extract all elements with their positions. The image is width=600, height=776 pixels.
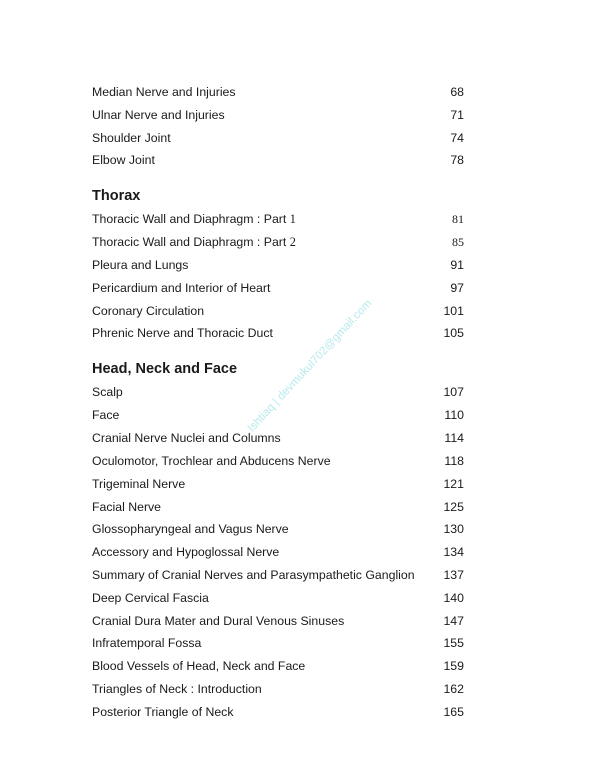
toc-entry-title: Coronary Circulation xyxy=(92,304,205,318)
toc-entry-page: 78 xyxy=(450,153,464,167)
toc-entry-title: Triangles of Neck : Introduction xyxy=(92,682,262,696)
toc-entry xyxy=(92,633,464,653)
toc-entry xyxy=(92,82,464,102)
toc-entry-title: Posterior Triangle of Neck xyxy=(92,705,234,719)
toc-entry xyxy=(92,301,464,321)
toc-entry xyxy=(92,150,464,170)
toc-entry-title: Blood Vessels of Head, Neck and Face xyxy=(92,659,306,673)
toc-entry xyxy=(92,588,464,608)
toc-entry-title: Ulnar Nerve and Injuries xyxy=(92,108,225,122)
toc-entry-part: 1 xyxy=(289,212,296,226)
toc-entry-page: 134 xyxy=(443,545,464,559)
section-heading-thorax: Thorax xyxy=(92,188,141,204)
toc-entry-page: 162 xyxy=(443,682,464,696)
toc-entry-page: 147 xyxy=(443,614,464,628)
toc-entry-title: Elbow Joint xyxy=(92,153,155,167)
toc-entry-page: 137 xyxy=(443,568,464,582)
toc-entry xyxy=(92,474,464,494)
toc-entry xyxy=(92,679,464,699)
toc-entry-page: 118 xyxy=(444,454,464,468)
toc-entry-page: 165 xyxy=(443,705,464,719)
toc-entry-page: 125 xyxy=(443,500,464,514)
toc-entry-page: 105 xyxy=(443,326,464,340)
toc-entry-title: Trigeminal Nerve xyxy=(92,477,186,491)
toc-entry xyxy=(92,451,464,471)
toc-entry xyxy=(92,656,464,676)
toc-entry-title: Oculomotor, Trochlear and Abducens Nerve xyxy=(92,454,331,468)
toc-entry xyxy=(92,702,464,722)
toc-entry-title: Summary of Cranial Nerves and Parasympathetic Ganglion xyxy=(92,568,415,582)
toc-entry-title: Cranial Dura Mater and Dural Venous Sinuses xyxy=(92,614,345,628)
toc-entry-page: 121 xyxy=(443,477,464,491)
toc-entry-page: 155 xyxy=(443,636,464,650)
toc-entry xyxy=(92,128,464,148)
toc-entry xyxy=(92,565,464,585)
toc-entry-page: 114 xyxy=(444,431,464,445)
toc-entry-page: 159 xyxy=(443,659,464,673)
toc-entry-title: Face xyxy=(92,408,120,422)
toc-entry xyxy=(92,611,464,631)
toc-entry-title: Thoracic Wall and Diaphragm : Part 1 xyxy=(92,212,296,226)
toc-entry-page: 130 xyxy=(443,522,464,536)
toc-entry-title: Scalp xyxy=(92,385,123,399)
toc-entry-title: Shoulder Joint xyxy=(92,131,171,145)
toc-entry-page: 74 xyxy=(450,131,464,145)
toc-entry-page: 140 xyxy=(443,591,464,605)
toc-entry xyxy=(92,428,464,448)
toc-entry-page: 71 xyxy=(450,108,464,122)
toc-entry-title: Infratemporal Fossa xyxy=(92,636,202,650)
toc-entry-title: Accessory and Hypoglossal Nerve xyxy=(92,545,280,559)
toc-entry-page: 68 xyxy=(450,85,464,99)
toc-entry-page: 91 xyxy=(450,258,464,272)
toc-entry-title: Pleura and Lungs xyxy=(92,258,189,272)
toc-entry-title: Glossopharyngeal and Vagus Nerve xyxy=(92,522,289,536)
toc-entry-title: Median Nerve and Injuries xyxy=(92,85,236,99)
toc-entry-page: 107 xyxy=(443,385,464,399)
toc-entry-page: 81 xyxy=(452,212,464,226)
toc-entry xyxy=(92,519,464,539)
toc-entry-part: 2 xyxy=(289,235,296,249)
toc-entry-title: Thoracic Wall and Diaphragm : Part 2 xyxy=(92,235,296,249)
toc-entry xyxy=(92,497,464,517)
toc-entry-page: 110 xyxy=(444,408,464,422)
toc-entry xyxy=(92,278,464,298)
toc-entry-title: Deep Cervical Fascia xyxy=(92,591,209,605)
section-heading-head-neck-face: Head, Neck and Face xyxy=(92,361,238,377)
watermark: Ishtiaq | devmukul702@gmail.com xyxy=(245,297,375,435)
toc-entry-title: Facial Nerve xyxy=(92,500,162,514)
toc-entry-page: 85 xyxy=(452,235,464,249)
toc-entry xyxy=(92,542,464,562)
toc-entry-title: Pericardium and Interior of Heart xyxy=(92,281,271,295)
toc-entry-title: Cranial Nerve Nuclei and Columns xyxy=(92,431,281,445)
toc-entry-page: 101 xyxy=(443,304,464,318)
toc-entry xyxy=(92,105,464,125)
toc-entry xyxy=(92,209,464,229)
toc-entry-page: 97 xyxy=(450,281,464,295)
toc-entry-title: Phrenic Nerve and Thoracic Duct xyxy=(92,326,273,340)
toc-entry xyxy=(92,323,464,343)
toc-entry xyxy=(92,232,464,252)
toc-entry xyxy=(92,255,464,275)
